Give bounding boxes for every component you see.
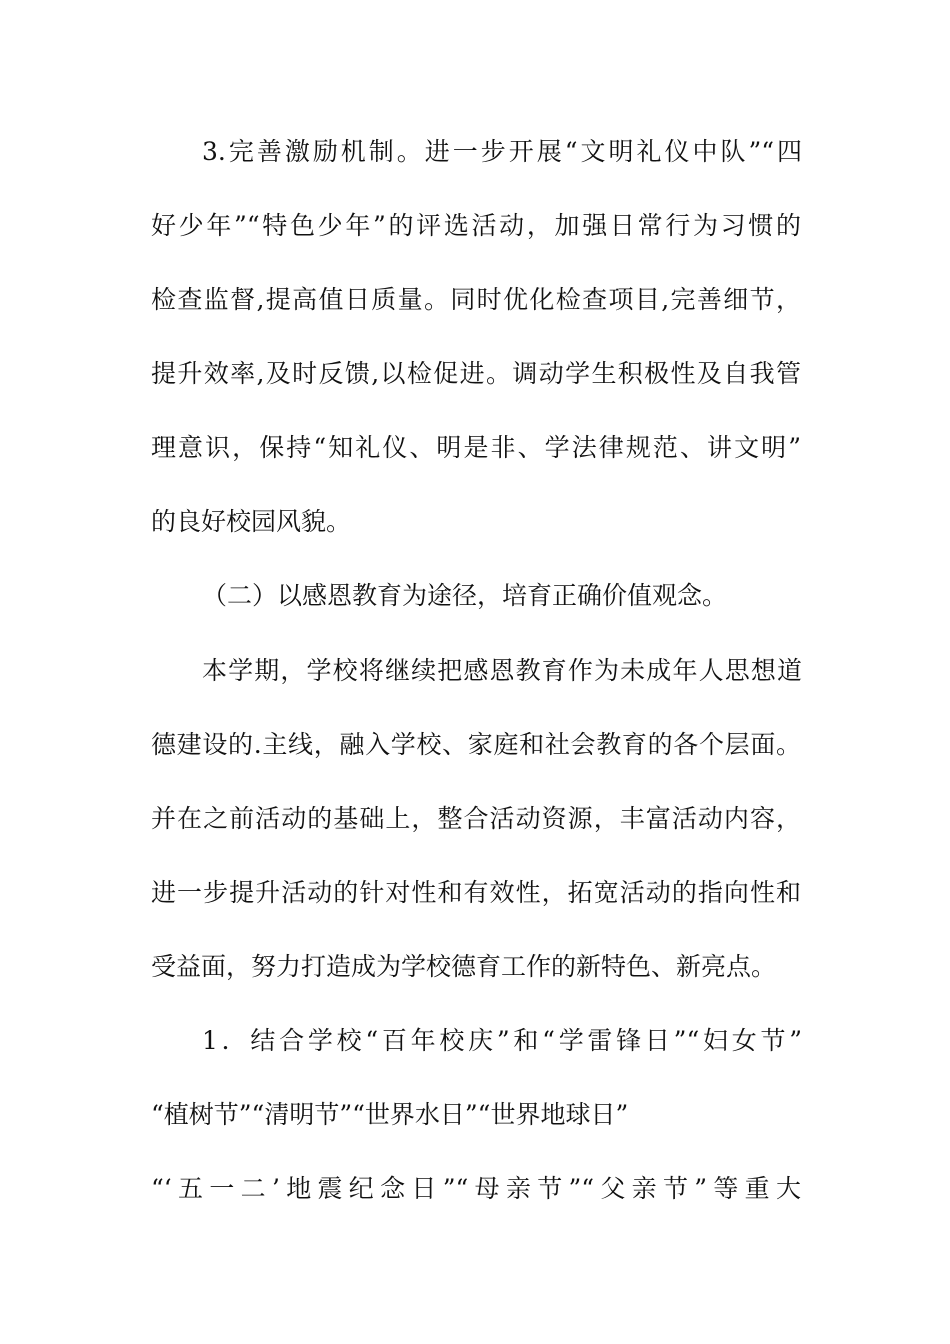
paragraph-line-2: 好少年”“特色少年”的评选活动，加强日常行为习惯的 (151, 211, 801, 240)
paragraph-line-6: 的良好校园风貌。 (151, 507, 352, 536)
paragraph-line-10: 并在之前活动的基础上，整合活动资源，丰富活动内容， (151, 804, 801, 833)
paragraph-line-4: 提升效率,及时反馈,以检促进。调动学生积极性及自我管 (151, 359, 801, 388)
paragraph-line-1: 3.完善激励机制。进一步开展“文明礼仪中队”“四 (202, 137, 802, 166)
paragraph-line-14: “植树节”“清明节”“世界水日”“世界地球日” (151, 1100, 629, 1129)
paragraph-line-5: 理意识，保持“知礼仪、明是非、学法律规范、讲文明” (151, 433, 801, 462)
paragraph-line-12: 受益面，努力打造成为学校德育工作的新特色、新亮点。 (151, 952, 777, 981)
paragraph-line-3: 检查监督,提高值日质量。同时优化检查项目,完善细节， (151, 285, 801, 314)
paragraph-line-9: 德建设的.主线，融入学校、家庭和社会教育的各个层面。 (151, 730, 801, 759)
paragraph-line-11: 进一步提升活动的针对性和有效性，拓宽活动的指向性和 (151, 878, 801, 907)
paragraph-line-8: 本学期，学校将继续把感恩教育作为未成年人思想道 (202, 656, 802, 685)
section-heading: （二）以感恩教育为途径，培育正确价值观念。 (202, 581, 728, 610)
paragraph-line-13: 1．结合学校“百年校庆”和“学雷锋日”“妇女节” (202, 1026, 802, 1055)
paragraph-line-15: “‘五一二’地震纪念日”“母亲节”“父亲节”等重大 (151, 1174, 801, 1203)
